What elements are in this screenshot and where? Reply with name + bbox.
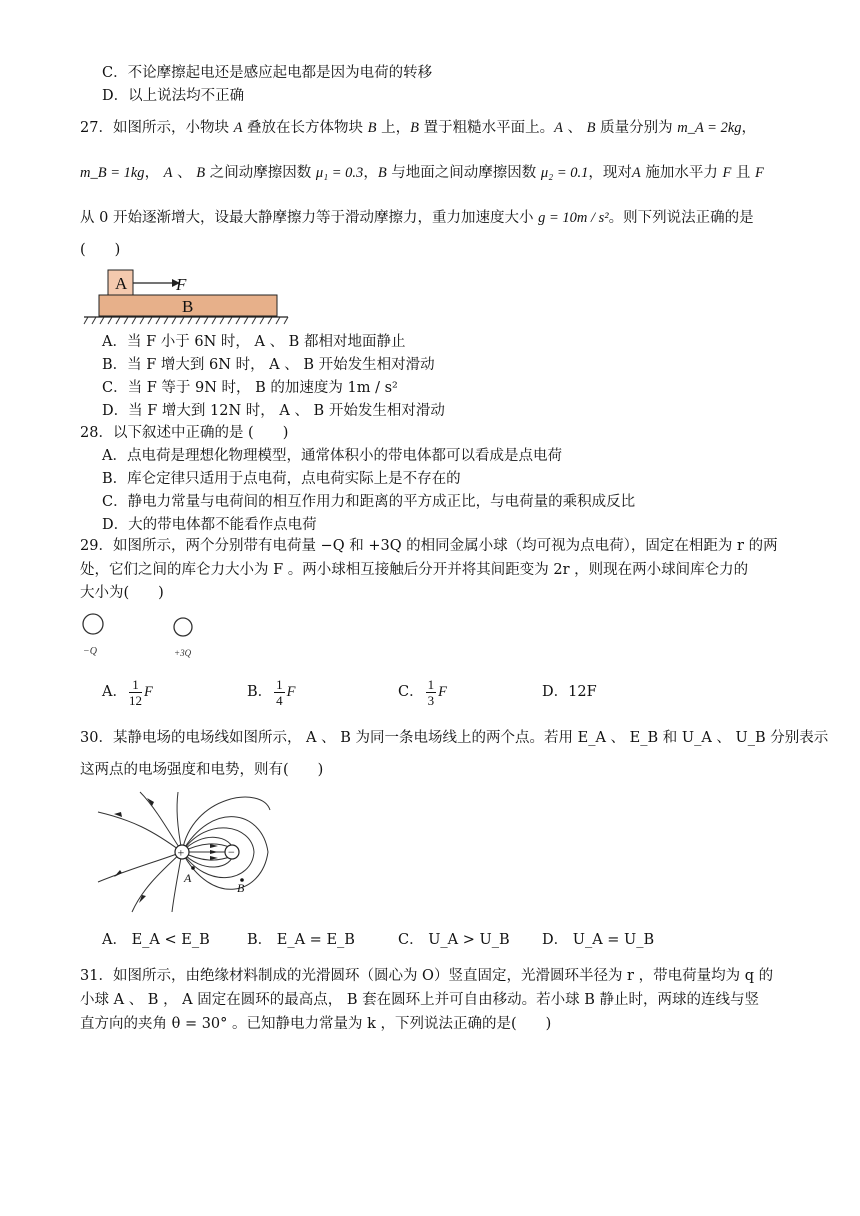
q27-option-d: D．当 F 增大到 12N 时， A 、 B 开始发生相对滑动 [102, 403, 445, 419]
positive-sign: + [177, 845, 185, 860]
q29-stem-line-2: 处，它们之间的库仑力大小为 F 。两小球相互接触后分开并将其间距变为 2r ，则现在两小球间库仑力的 [80, 562, 749, 578]
q27-paren: ( ) [80, 242, 121, 258]
q28-stem: 28．以下叙述中正确的是 ( ) [80, 425, 289, 441]
mass-a: m_A = 2kg [677, 120, 742, 136]
q28-option-b: B．库仑定律只适用于点电荷，点电荷实际上是不存在的 [102, 471, 461, 487]
block-figure [82, 266, 292, 326]
q30-option-a: A． E_A < E_B [102, 932, 210, 948]
arrow-icon [114, 870, 122, 877]
q27-stem-line-3: 从 0 开始逐渐增大，设最大静摩擦力等于滑动摩擦力，重力加速度大小 g = 10m / s²。则下列说法正确的是 [80, 210, 754, 226]
q31-stem-line-2: 小球 A 、 B ， A 固定在圆环的最高点， B 套在圆环上并可自由移动。若小球 B 静止时，两球的连线与竖 [80, 992, 759, 1008]
q29-option-c: C． $\frac{1}{3}$ F [398, 676, 447, 708]
q30-option-b: B． E_A = E_B [247, 932, 355, 948]
point-b-label: B [237, 881, 245, 895]
block-a-label: A [115, 274, 128, 293]
ground-hatch [84, 317, 288, 324]
q30-option-c: C． U_A > U_B [398, 932, 510, 948]
q28-option-d: D．大的带电体都不能看作点电荷 [102, 517, 317, 533]
q29-options [102, 675, 702, 709]
q27-stem-line-1: 27．如图所示，小物块 A 叠放在长方体物块 B 上，B 置于粗糙水平面上。A 、 B 质量分别为 m_A = 2kg， [80, 120, 757, 136]
field-lines-figure [92, 790, 272, 915]
q29-option-a: A． $\frac{1}{12}$ F [102, 676, 153, 708]
gravity: g = 10m / s² [538, 210, 609, 226]
q30-stem-line-2: 这两点的电场强度和电势，则有( ) [80, 762, 324, 778]
negative-sign: − [228, 845, 235, 859]
q30-options [102, 928, 702, 952]
q30-stem-line-1: 30．某静电场的电场线如图所示， A 、 B 为同一条电场线上的两个点。若用 E_A 、 E_B 和 U_A 、 U_B 分别表示 [80, 730, 829, 746]
mu1: μ₁ = 0.3 [315, 165, 364, 181]
q27-stem-line-2: m_B = 1kg， A 、 B 之间动摩擦因数 μ₁ = 0.3，B 与地面之间动摩擦因数 μ₂ = 0.1，现对A 施加水平力 F 且 F [80, 165, 764, 181]
q29-option-b: B． $\frac{1}{4}$ F [247, 676, 296, 708]
q31-stem-line-3: 直方向的夹角 θ = 30° 。已知静电力常量为 k ，下列说法正确的是( ) [80, 1016, 552, 1032]
block-b-label: B [182, 297, 194, 316]
q30-option-d: D． U_A = U_B [542, 932, 655, 948]
q29-option-d: D．12F [542, 684, 597, 700]
q27-option-a: A．当 F 小于 6N 时， A 、 B 都相对地面静止 [102, 334, 406, 350]
q28-option-a: A．点电荷是理想化物理模型，通常体积小的带电体都可以看成是点电荷 [102, 448, 562, 464]
q27-option-c: C．当 F 等于 9N 时， B 的加速度为 1m / s² [102, 380, 398, 396]
q26-option-c: C．不论摩擦起电还是感应起电都是因为电荷的转移 [102, 65, 433, 81]
arrow-icon [210, 850, 218, 854]
point-a-label: A [184, 871, 192, 885]
mass-b: m_B = 1kg [80, 165, 145, 181]
q26-option-d: D．以上说法均不正确 [102, 88, 245, 104]
two-spheres-figure [80, 610, 210, 660]
sphere-left [83, 614, 103, 634]
q29-stem-line-3: 大小为( ) [80, 585, 164, 601]
q31-stem-line-1: 31．如图所示，由绝缘材料制成的光滑圆环（圆心为 O）竖直固定，光滑圆环半径为 r ，带电荷量均为 q 的 [80, 968, 774, 984]
arrow-icon [139, 895, 146, 903]
q28-option-c: C．静电力常量与电荷间的相互作用力和距离的平方成正比，与电荷量的乘积成反比 [102, 494, 636, 510]
force-label: F [176, 275, 187, 294]
q29-stem-line-1: 29．如图所示，两个分别带有电荷量 −Q 和 +3Q 的相同金属小球（均可视为点电荷），固定在相距为 r 的两 [80, 538, 778, 554]
charge-label-left: −Q [83, 646, 97, 657]
sphere-right [174, 618, 192, 636]
q27-option-b: B．当 F 增大到 6N 时， A 、 B 开始发生相对滑动 [102, 357, 435, 373]
mu2: μ₂ = 0.1 [540, 165, 589, 181]
charge-label-right: +3Q [174, 648, 192, 658]
